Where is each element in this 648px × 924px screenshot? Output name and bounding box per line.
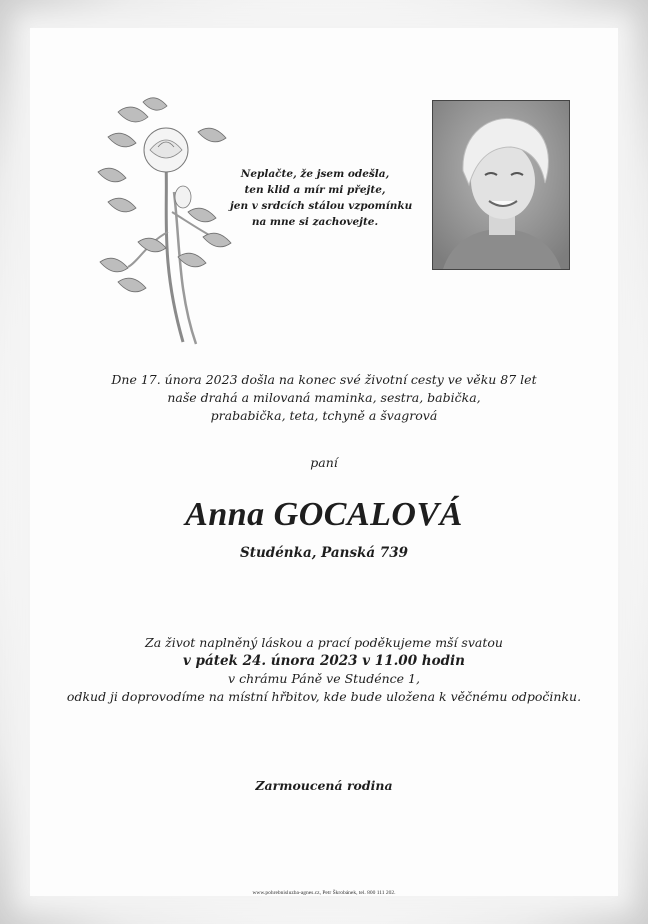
signature: Zarmoucená rodina xyxy=(255,778,393,793)
intro-line: naše drahá a milovaná maminka, sestra, babička, xyxy=(167,390,481,405)
poem xyxy=(230,166,413,230)
death-announcement xyxy=(0,371,648,425)
footer-credit: www.pohrebnisluzba-agnes.cz, Petr Škrobánek, tel. 800 111 202. xyxy=(252,890,396,896)
funeral-line: v chrámu Páně ve Studénce 1, xyxy=(228,671,420,686)
deceased-name: Anna GOCALOVÁ xyxy=(185,496,463,533)
funeral-datetime: v pátek 24. února 2023 v 11.00 hodin xyxy=(183,653,465,669)
portrait-photo xyxy=(432,100,570,270)
deceased-address: Studénka, Panská 739 xyxy=(239,545,409,561)
intro-line: Dne 17. února 2023 došla na konec své životní cesty ve věku 87 let xyxy=(111,372,537,387)
intro-line: prababička, teta, tchyně a švagrová xyxy=(210,408,438,423)
funeral-details xyxy=(0,634,648,706)
rose-illustration xyxy=(88,92,238,352)
funeral-line: odkud ji doprovodíme na místní hřbitov, kde bude uložena k věčnému odpočinku. xyxy=(66,689,582,704)
honorific: paní xyxy=(310,455,338,470)
poem-line: jen v srdcích stálou vzpomínku xyxy=(230,200,413,212)
poem-line: ten klid a mír mi přejte, xyxy=(244,184,386,196)
funeral-line: Za život naplněný láskou a prací poděkujeme mší svatou xyxy=(145,635,503,650)
poem-line: na mne si zachovejte. xyxy=(251,216,379,228)
poem-line: Neplačte, že jsem odešla, xyxy=(240,168,390,180)
